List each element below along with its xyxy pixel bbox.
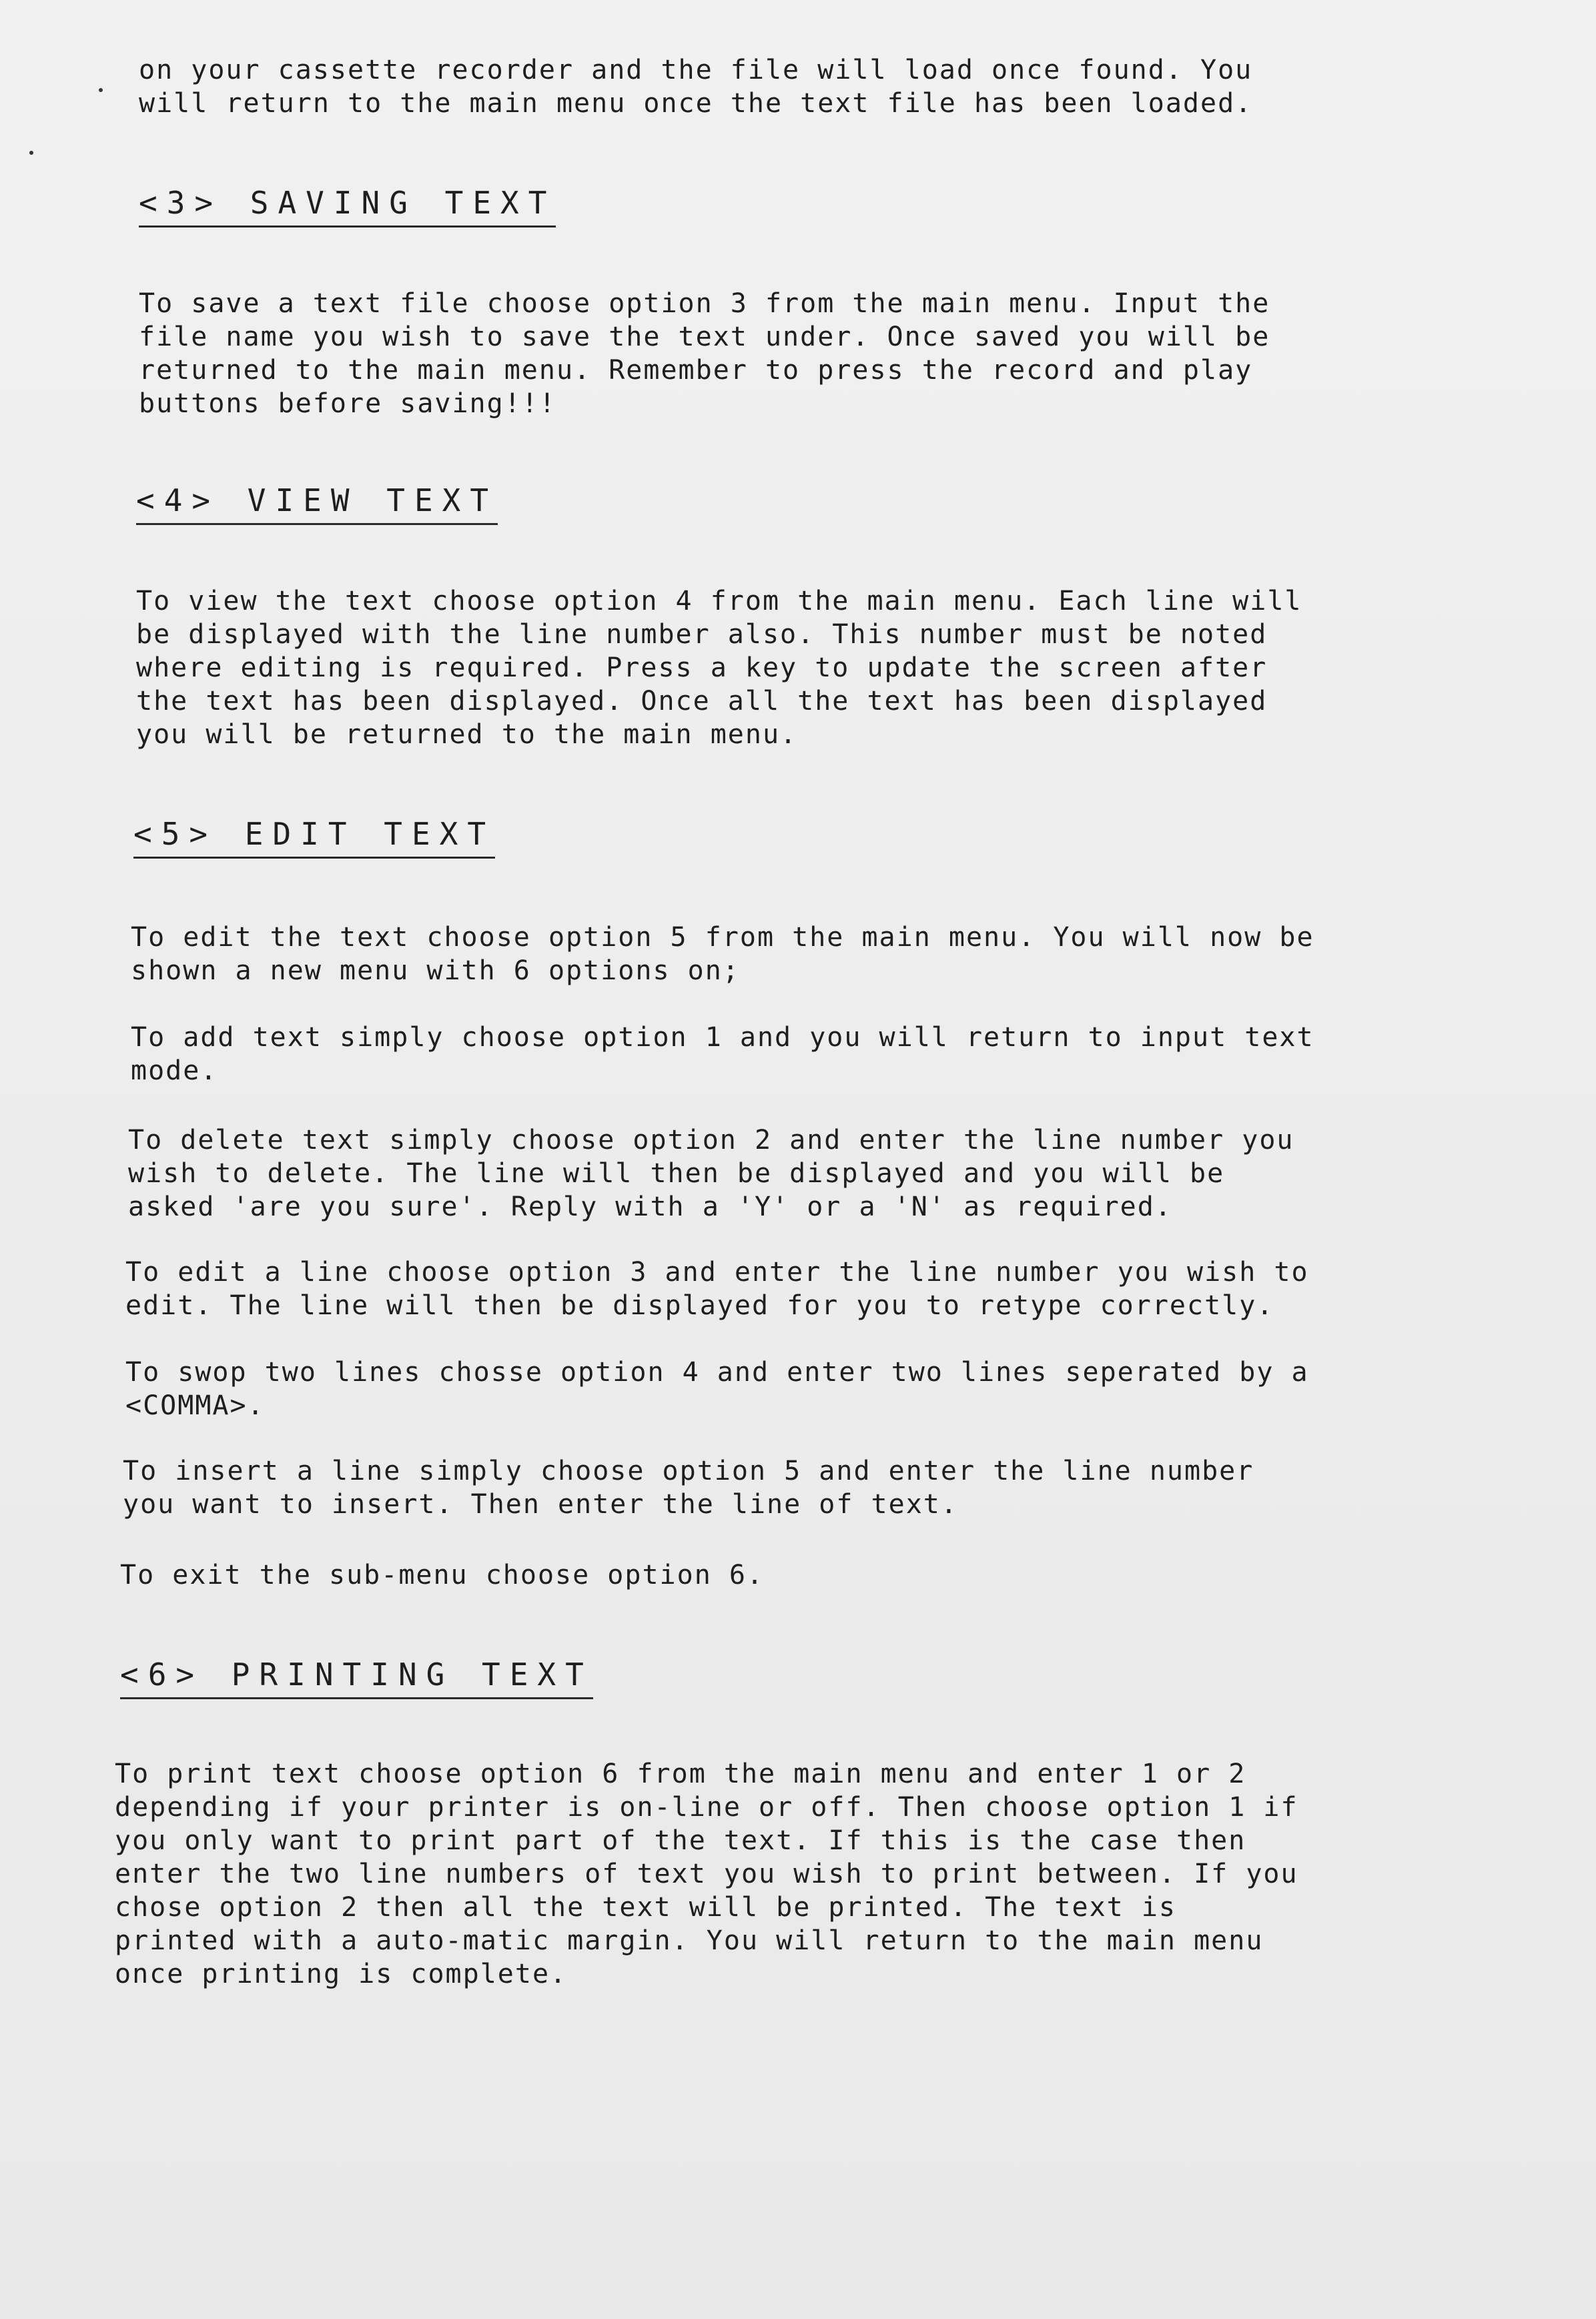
paragraph: To delete text simply choose option 2 and enter the line number you wish to delete. The line will then be displayed and you will be asked 'are you sure'. Reply with a 'Y' or a 'N' as required. (128, 1125, 1294, 1222)
speck-mark (99, 88, 103, 92)
section-body-edit (125, 1256, 1487, 1322)
section-body-edit (125, 1356, 1487, 1422)
section-body-view (136, 584, 1497, 751)
paragraph: To print text choose option 6 from the main menu and enter 1 or 2 depending if your printer is on-line or off. Then choose option 1 if you only want to print part of the text. If this is the case then enter the two line numbers of text you wish to print between. If you chose option 2 then all the text will be printed. The text is printed with a auto-matic margin. You will return to the main menu once printing is complete. (115, 1759, 1298, 1989)
section-body-edit (120, 1558, 1481, 1592)
paragraph: To insert a line simply choose option 5 and enter the line number you want to insert. Then enter the line of text. (123, 1456, 1254, 1520)
section-body-edit (131, 921, 1492, 987)
paragraph: To swop two lines chosse option 4 and enter two lines seperated by a <COMMA>. (125, 1357, 1309, 1421)
paragraph: To add text simply choose option 1 and you will return to input text mode. (131, 1022, 1314, 1086)
section-body-edit (128, 1123, 1489, 1224)
section-body-edit (131, 1021, 1492, 1087)
section-body-printing (115, 1757, 1476, 1991)
paragraph: To view the text choose option 4 from the main menu. Each line will be displayed with the line number also. This number must be noted where editing is required. Press a key to update the screen after the text has been displayed. Once all the text has been displayed you will be returned to the main menu. (136, 586, 1302, 750)
section-heading-printing: <6> PRINTING TEXT (120, 1656, 593, 1699)
section-body-edit (123, 1454, 1484, 1521)
section-heading-view: <4> VIEW TEXT (136, 482, 498, 525)
section-heading-edit: <5> EDIT TEXT (133, 815, 495, 859)
paragraph: To edit a line choose option 3 and enter the line number you wish to edit. The line will then be displayed for you to retype correctly. (125, 1257, 1309, 1321)
paragraph: To exit the sub-menu choose option 6. (120, 1560, 765, 1590)
section-heading-saving: <3> SAVING TEXT (139, 184, 556, 227)
intro-paragraph: on your cassette recorder and the file will load once found. You will return to the main menu once the text file has been loaded. (139, 55, 1253, 119)
paragraph: To edit the text choose option 5 from the main menu. You will now be shown a new menu with 6 options on; (131, 922, 1314, 986)
paragraph: To save a text file choose option 3 from the main menu. Input the file name you wish to save the text under. Once saved you will be returned to the main menu. Remember to press the record and play buttons before saving!!! (139, 288, 1270, 419)
section-body-saving (139, 287, 1500, 420)
speck-mark (29, 151, 33, 155)
intro-block (139, 53, 1500, 120)
